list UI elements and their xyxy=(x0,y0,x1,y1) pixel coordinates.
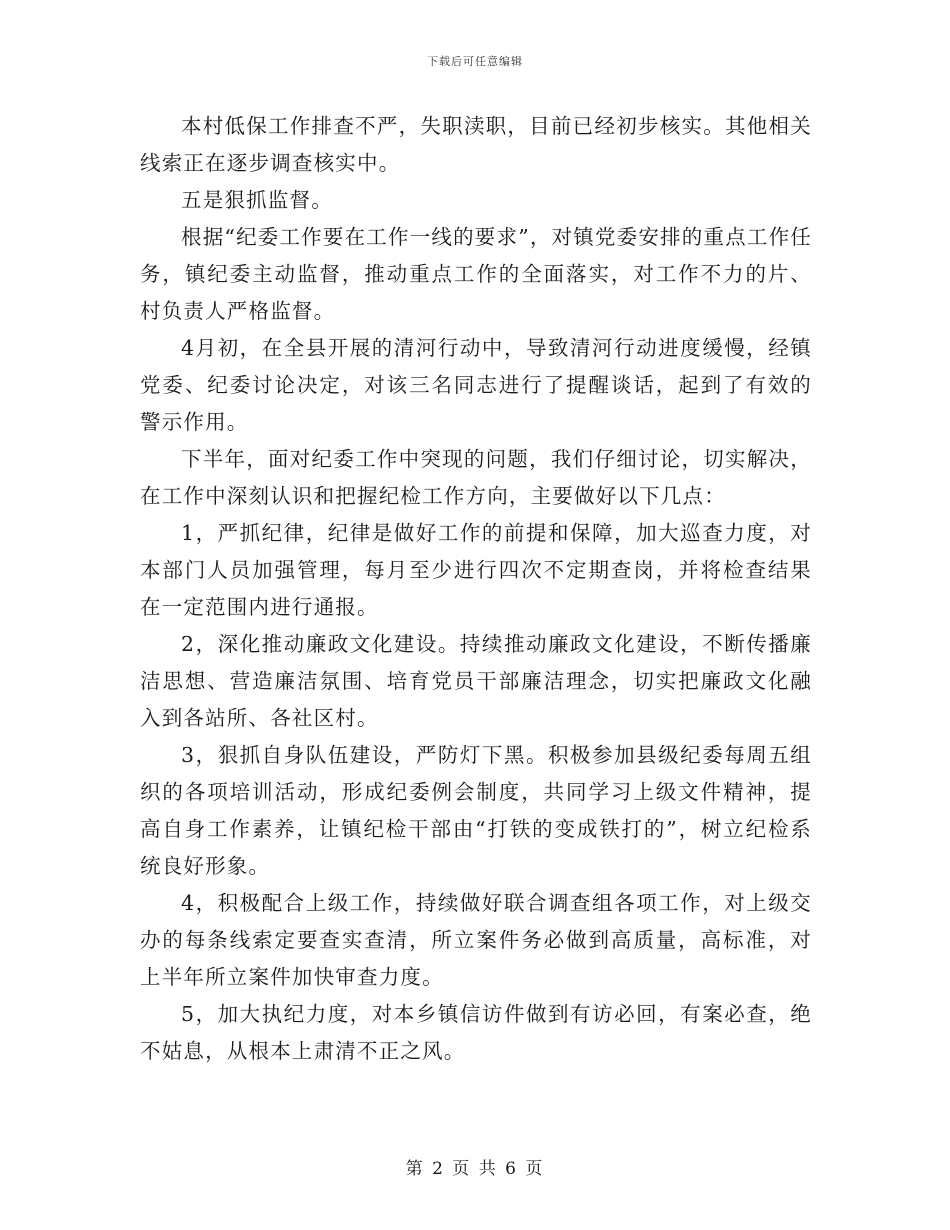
document-body xyxy=(140,108,812,1070)
paragraph-4: 4月初，在全县开展的清河行动中，导致清河行动进度缓慢，经镇党委、纪委讨论决定，对该三名同志进行了提醒谈话，起到了有效的警示作用。 xyxy=(140,336,812,434)
page-header-note: 下载后可任意编辑 xyxy=(427,55,523,68)
paragraph-10: 5，加大执纪力度，对本乡镇信访件做到有访必回，有案必查，绝不姑息，从根本上肃清不正之风。 xyxy=(140,1002,812,1063)
paragraph-6: 1，严抓纪律，纪律是做好工作的前提和保障，加大巡查力度，对本部门人员加强管理，每月至少进行四次不定期查岗，并将检查结果在一定范围内进行通报。 xyxy=(140,521,812,619)
paragraph-8: 3，狠抓自身队伍建设，严防灯下黑。积极参加县级纪委每周五组织的各项培训活动，形成纪委例会制度，共同学习上级文件精神，提高自身工作素养，让镇纪检干部由“打铁的变成铁打的”，树立纪检系统良好形象。 xyxy=(140,743,812,878)
paragraph-1: 本村低保工作排查不严，失职渎职，目前已经初步核实。其他相关线索正在逐步调查核实中。 xyxy=(140,114,812,175)
paragraph-5: 下半年，面对纪委工作中突现的问题，我们仔细讨论，切实解决，在工作中深刻认识和把握纪检工作方向，主要做好以下几点： xyxy=(140,447,812,508)
paragraph-7: 2，深化推动廉政文化建设。持续推动廉政文化建设，不断传播廉洁思想、营造廉洁氛围、培育党员干部廉洁理念，切实把廉政文化融入到各站所、各社区村。 xyxy=(140,632,812,730)
paragraph-9: 4，积极配合上级工作，持续做好联合调查组各项工作，对上级交办的每条线索定要查实查清，所立案件务必做到高质量，高标准，对上半年所立案件加快审查力度。 xyxy=(140,891,812,989)
page-number-footer: 第 2 页 共 6 页 xyxy=(405,1159,545,1179)
paragraph-2: 五是狠抓监督。 xyxy=(181,188,333,212)
paragraph-3: 根据“纪委工作要在工作一线的要求”，对镇党委安排的重点工作任务，镇纪委主动监督，推动重点工作的全面落实，对工作不力的片、村负责人严格监督。 xyxy=(140,225,812,323)
